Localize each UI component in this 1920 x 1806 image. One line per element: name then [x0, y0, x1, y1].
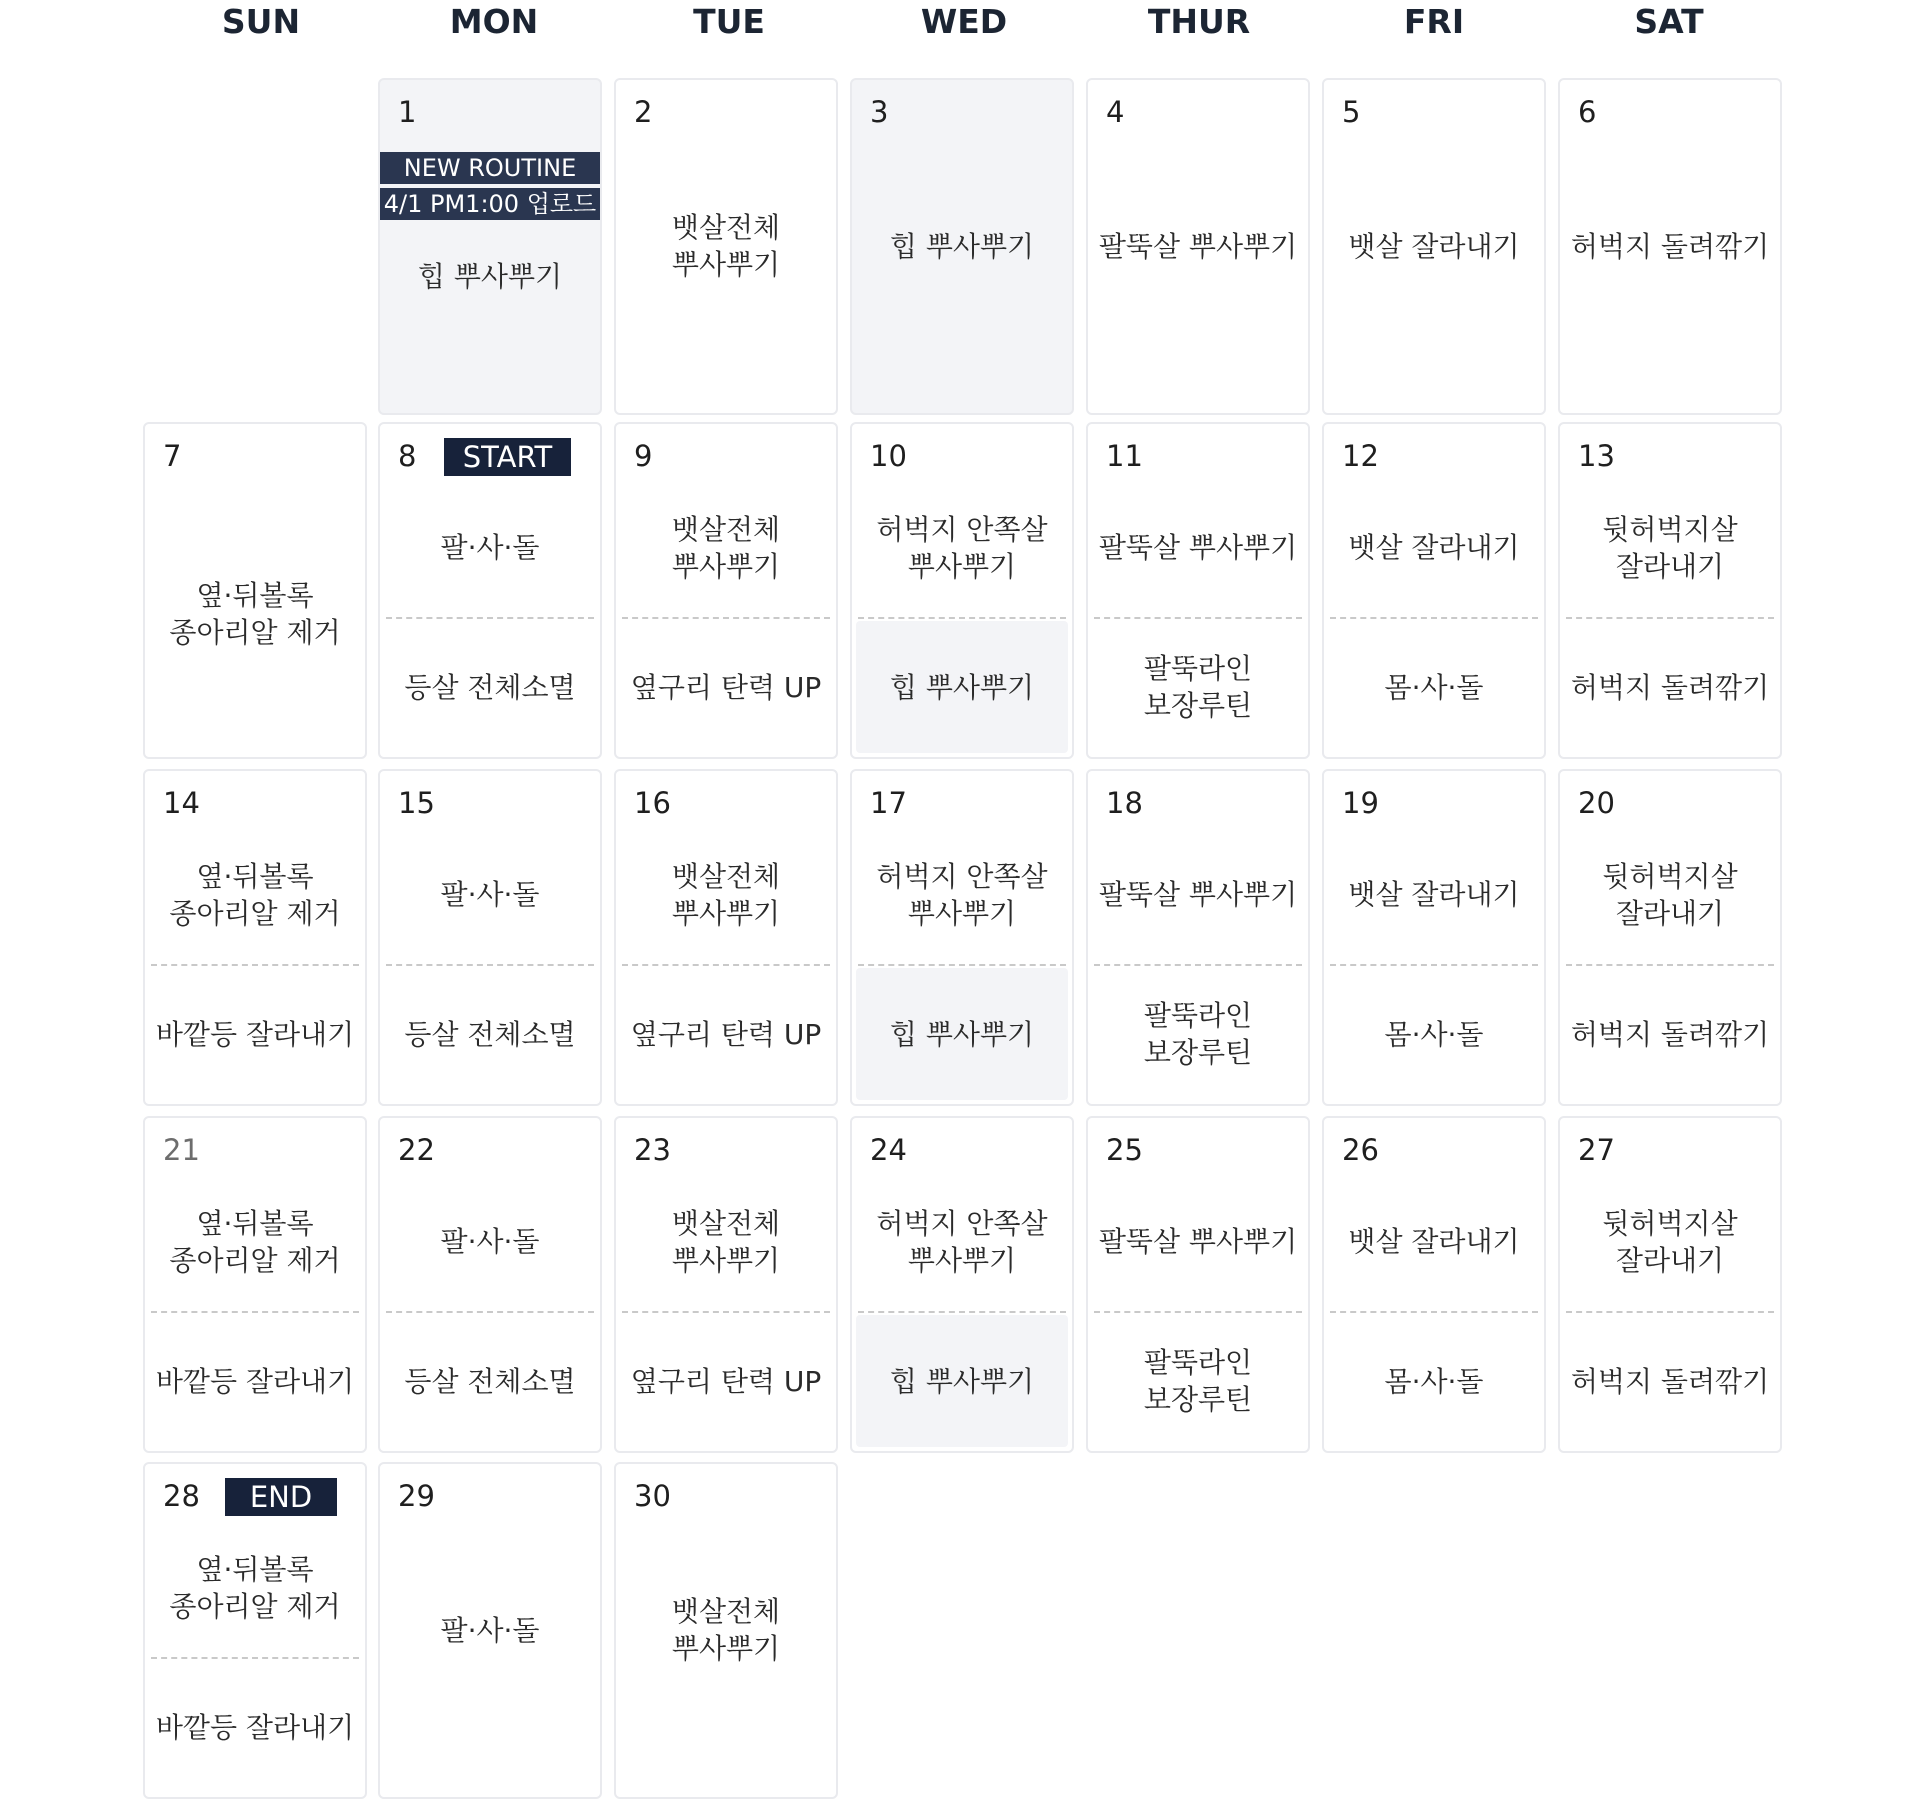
divider	[1566, 964, 1774, 966]
divider	[1330, 964, 1538, 966]
weekday-thur: THUR	[1147, 2, 1251, 41]
day-number: 29	[398, 1479, 435, 1513]
day-number: 25	[1106, 1133, 1143, 1167]
day-cell-14[interactable]	[143, 769, 367, 1106]
divider	[1094, 964, 1302, 966]
routine-bottom: 팔뚝라인 보장루틴	[1143, 652, 1253, 722]
day-cell-29[interactable]	[378, 1462, 602, 1799]
routine-bottom: 옆구리 탄력 UP	[630, 1017, 822, 1051]
day-number: 18	[1106, 786, 1143, 820]
day-number: 12	[1342, 439, 1379, 473]
routine-bottom: 팔뚝라인 보장루틴	[1143, 999, 1253, 1069]
routine-bottom: 옆구리 탄력 UP	[630, 1364, 822, 1398]
routine-text: 옆·뒤볼록 종아리알 제거	[169, 579, 341, 649]
day-cell-30[interactable]	[614, 1462, 838, 1799]
day-cell-11[interactable]	[1086, 422, 1310, 759]
routine-text: 팔뚝살 뿌사뿌기	[1098, 229, 1298, 263]
day-cell-2[interactable]	[614, 78, 838, 415]
day-cell-16[interactable]	[614, 769, 838, 1106]
day-cell-25[interactable]	[1086, 1116, 1310, 1453]
routine-top: 허벅지 안쪽살 뿌사뿌기	[876, 512, 1048, 583]
day-cell-23[interactable]	[614, 1116, 838, 1453]
routine-top: 허벅지 안쪽살 뿌사뿌기	[876, 859, 1048, 930]
day-number: 23	[634, 1133, 671, 1167]
divider	[1094, 1311, 1302, 1313]
divider	[622, 964, 830, 966]
routine-bottom: 허벅지 돌려깎기	[1570, 1364, 1770, 1398]
divider	[386, 1311, 594, 1313]
routine-top: 뱃살 잘라내기	[1348, 878, 1520, 911]
routine-top: 팔뚝살 뿌사뿌기	[1098, 531, 1298, 564]
end-badge: END	[225, 1478, 337, 1516]
day-cell-12[interactable]	[1322, 422, 1546, 759]
routine-top: 옆·뒤볼록 종아리알 제거	[169, 1206, 341, 1277]
day-number: 19	[1342, 786, 1379, 820]
day-cell-21[interactable]	[143, 1116, 367, 1453]
weekday-tue: TUE	[693, 2, 765, 41]
routine-bottom: 몸·사·돌	[1384, 670, 1484, 704]
day-cell-19[interactable]	[1322, 769, 1546, 1106]
routine-bottom: 힙 뿌사뿌기	[856, 1315, 1068, 1447]
day-cell-6[interactable]	[1558, 78, 1782, 415]
day-number: 24	[870, 1133, 907, 1167]
routine-top: 뱃살 잘라내기	[1348, 531, 1520, 564]
day-cell-5[interactable]	[1322, 78, 1546, 415]
routine-text: 팔·사·돌	[440, 1613, 540, 1647]
day-cell-28[interactable]	[143, 1462, 367, 1799]
divider	[151, 1311, 359, 1313]
day-number: 30	[634, 1479, 671, 1513]
divider	[386, 617, 594, 619]
day-cell-1[interactable]	[378, 78, 602, 415]
day-cell-7[interactable]	[143, 422, 367, 759]
day-cell-27[interactable]	[1558, 1116, 1782, 1453]
divider	[858, 964, 1066, 966]
day-number: 16	[634, 786, 671, 820]
routine-top: 옆·뒤볼록 종아리알 제거	[169, 859, 341, 930]
day-cell-10[interactable]	[850, 422, 1074, 759]
routine-top: 뱃살 잘라내기	[1348, 1225, 1520, 1258]
day-number: 2	[634, 95, 653, 129]
weekday-wed: WED	[920, 2, 1008, 41]
day-number: 17	[870, 786, 907, 820]
day-cell-3[interactable]	[850, 78, 1074, 415]
day-number: 1	[398, 95, 417, 129]
divider	[622, 617, 830, 619]
day-cell-4[interactable]	[1086, 78, 1310, 415]
routine-top: 뱃살전체 뿌사뿌기	[671, 1206, 781, 1277]
day-number: 13	[1578, 439, 1615, 473]
day-number: 6	[1578, 95, 1597, 129]
routine-text: 허벅지 돌려깎기	[1570, 229, 1770, 263]
divider	[1566, 617, 1774, 619]
routine-bottom: 허벅지 돌려깎기	[1570, 670, 1770, 704]
upload-time-tag: 4/1 PM1:00 업로드	[380, 188, 600, 220]
routine-top: 뒷허벅지살 잘라내기	[1602, 512, 1738, 583]
routine-top: 뒷허벅지살 잘라내기	[1602, 859, 1738, 930]
day-cell-18[interactable]	[1086, 769, 1310, 1106]
day-number: 27	[1578, 1133, 1615, 1167]
routine-bottom: 옆구리 탄력 UP	[630, 670, 822, 704]
routine-top: 팔뚝살 뿌사뿌기	[1098, 878, 1298, 911]
routine-text: 뱃살전체 뿌사뿌기	[671, 211, 781, 281]
day-number: 28	[163, 1479, 200, 1513]
routine-text: 뱃살전체 뿌사뿌기	[671, 1595, 781, 1665]
divider	[1566, 1311, 1774, 1313]
routine-top: 뒷허벅지살 잘라내기	[1602, 1206, 1738, 1277]
weekday-sat: SAT	[1634, 2, 1704, 41]
routine-text: 힙 뿌사뿌기	[889, 229, 1035, 263]
routine-top: 허벅지 안쪽살 뿌사뿌기	[876, 1206, 1048, 1277]
routine-bottom: 바깥등 잘라내기	[155, 1364, 355, 1398]
routine-bottom: 허벅지 돌려깎기	[1570, 1017, 1770, 1051]
routine-bottom: 등살 전체소멸	[404, 1017, 576, 1051]
day-cell-8[interactable]	[378, 422, 602, 759]
routine-top: 팔·사·돌	[440, 878, 540, 911]
day-cell-9[interactable]	[614, 422, 838, 759]
routine-bottom: 바깥등 잘라내기	[155, 1017, 355, 1051]
start-badge: START	[444, 438, 571, 476]
day-number: 11	[1106, 439, 1143, 473]
day-number: 9	[634, 439, 653, 473]
day-number: 3	[870, 95, 889, 129]
routine-bottom: 등살 전체소멸	[404, 1364, 576, 1398]
divider	[622, 1311, 830, 1313]
weekday-sun: SUN	[221, 2, 301, 41]
routine-bottom: 몸·사·돌	[1384, 1017, 1484, 1051]
routine-top: 옆·뒤볼록 종아리알 제거	[169, 1552, 341, 1623]
divider	[151, 964, 359, 966]
day-cell-15[interactable]	[378, 769, 602, 1106]
day-number: 10	[870, 439, 907, 473]
day-cell-13[interactable]	[1558, 422, 1782, 759]
divider	[858, 1311, 1066, 1313]
routine-text: 힙 뿌사뿌기	[417, 260, 563, 293]
routine-top: 뱃살전체 뿌사뿌기	[671, 512, 781, 583]
divider	[151, 1657, 359, 1659]
routine-top: 팔뚝살 뿌사뿌기	[1098, 1225, 1298, 1258]
divider	[386, 964, 594, 966]
routine-bottom: 바깥등 잘라내기	[155, 1710, 355, 1744]
day-number: 21	[163, 1133, 200, 1167]
routine-text: 뱃살 잘라내기	[1348, 229, 1520, 263]
day-number: 8	[398, 439, 417, 473]
day-number: 7	[163, 439, 182, 473]
day-cell-20[interactable]	[1558, 769, 1782, 1106]
day-number: 20	[1578, 786, 1615, 820]
divider	[858, 617, 1066, 619]
day-number: 5	[1342, 95, 1361, 129]
weekday-mon: MON	[449, 2, 539, 41]
divider	[1330, 617, 1538, 619]
day-number: 14	[163, 786, 200, 820]
divider	[1330, 1311, 1538, 1313]
routine-top: 뱃살전체 뿌사뿌기	[671, 859, 781, 930]
divider	[1094, 617, 1302, 619]
day-cell-24[interactable]	[850, 1116, 1074, 1453]
new-routine-tag: NEW ROUTINE	[380, 152, 600, 184]
day-number: 4	[1106, 95, 1125, 129]
day-number: 15	[398, 786, 435, 820]
routine-bottom: 힙 뿌사뿌기	[856, 968, 1068, 1100]
routine-bottom: 등살 전체소멸	[404, 670, 576, 704]
day-cell-22[interactable]	[378, 1116, 602, 1453]
day-number: 26	[1342, 1133, 1379, 1167]
routine-top: 팔·사·돌	[440, 1225, 540, 1258]
routine-bottom: 팔뚝라인 보장루틴	[1143, 1346, 1253, 1416]
routine-top: 팔·사·돌	[440, 531, 540, 564]
weekday-fri: FRI	[1403, 2, 1465, 41]
day-number: 22	[398, 1133, 435, 1167]
day-cell-17[interactable]	[850, 769, 1074, 1106]
day-cell-26[interactable]	[1322, 1116, 1546, 1453]
routine-bottom: 몸·사·돌	[1384, 1364, 1484, 1398]
routine-bottom: 힙 뿌사뿌기	[856, 621, 1068, 753]
